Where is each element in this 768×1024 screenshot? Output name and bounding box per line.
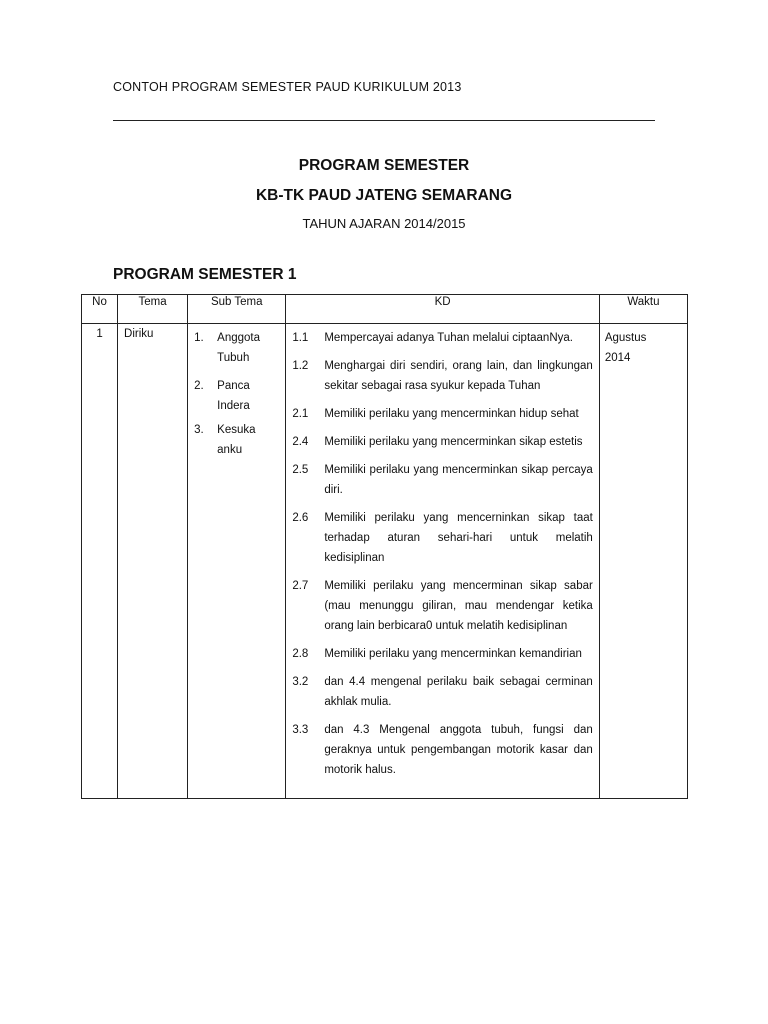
list-item — [292, 720, 593, 780]
document-title: PROGRAM SEMESTER — [298, 157, 470, 174]
waktu-year: 2014 — [604, 352, 631, 364]
row-sub-tema — [188, 324, 286, 799]
sub-tema-line: Kesuka — [217, 424, 256, 436]
kd-number: 2.7 — [292, 580, 309, 592]
academic-year: TAHUN AJARAN 2014/2015 — [302, 216, 466, 231]
sub-tema-text — [217, 420, 255, 460]
list-item — [194, 376, 281, 416]
sub-tema-number: 3. — [194, 424, 204, 436]
table-row — [82, 324, 688, 799]
document-subtitle: KB-TK PAUD JATENG SEMARANG — [255, 187, 513, 204]
kd-number: 2.6 — [292, 512, 309, 524]
row-tema: Diriku — [118, 324, 188, 799]
list-item — [292, 576, 593, 636]
list-item — [292, 644, 593, 664]
list-item — [292, 404, 593, 424]
kd-number: 1.1 — [292, 332, 309, 344]
section-heading: PROGRAM SEMESTER 1 — [113, 266, 297, 283]
sub-tema-line: Anggota — [217, 332, 261, 344]
kd-text: Memiliki perilaku yang mencerninkan sikap taat terhadap aturan sehari-hari untuk melatih kedisiplinan — [324, 512, 593, 564]
sub-tema-list — [188, 324, 285, 460]
list-item — [292, 356, 593, 396]
kd-number: 3.2 — [292, 676, 309, 688]
document-header: CONTOH PROGRAM SEMESTER PAUD KURIKULUM 2013 — [113, 80, 462, 94]
list-item — [292, 328, 593, 348]
kd-text: dan 4.3 Mengenal anggota tubuh, fungsi dan geraknya untuk pengembangan motorik kasar dan motorik halus. — [324, 724, 593, 776]
kd-number: 2.1 — [292, 408, 309, 420]
sub-tema-text — [217, 376, 250, 416]
sub-tema-line: anku — [217, 444, 243, 456]
table-header-row — [82, 295, 688, 324]
header-tema: Tema — [118, 295, 188, 324]
list-item — [292, 432, 593, 452]
row-waktu — [599, 324, 687, 799]
header-sub-tema: Sub Tema — [188, 295, 286, 324]
list-item — [194, 420, 281, 460]
list-item — [292, 508, 593, 568]
program-table — [81, 294, 688, 799]
list-item — [292, 672, 593, 712]
kd-text: Memiliki perilaku yang mencerminan sikap sabar (mau menunggu giliran, mau mendengar ketika orang lain berbicara0 untuk melatih kedisiplinan — [324, 580, 593, 632]
kd-number: 2.8 — [292, 648, 309, 660]
sub-tema-line: Indera — [217, 400, 250, 412]
kd-text: Menghargai diri sendiri, orang lain, dan lingkungan sekitar sebagai rasa syukur kepada Tuhan — [324, 360, 593, 392]
sub-tema-number: 2. — [194, 380, 204, 392]
kd-text: Mempercayai adanya Tuhan melalui ciptaanNya. — [324, 332, 573, 344]
kd-list — [286, 324, 599, 798]
sub-tema-line: Tubuh — [217, 352, 250, 364]
row-kd — [286, 324, 600, 799]
list-item — [292, 460, 593, 500]
kd-number: 2.4 — [292, 436, 309, 448]
kd-text: Memiliki perilaku yang mencerminkan sikap percaya diri. — [324, 464, 593, 496]
header-kd: KD — [286, 295, 600, 324]
list-item — [194, 328, 281, 368]
kd-number: 3.3 — [292, 724, 309, 736]
sub-tema-line: Panca — [217, 380, 250, 392]
kd-text: Memiliki perilaku yang mencerminkan hidup sehat — [324, 408, 579, 420]
sub-tema-text — [217, 328, 260, 368]
header-no: No — [82, 295, 118, 324]
row-no: 1 — [82, 324, 118, 799]
kd-text: Memiliki perilaku yang mencerminkan kemandirian — [324, 648, 582, 660]
sub-tema-number: 1. — [194, 332, 204, 344]
header-divider — [113, 120, 655, 121]
kd-text: dan 4.4 mengenal perilaku baik sebagai cerminan akhlak mulia. — [324, 676, 593, 708]
kd-number: 2.5 — [292, 464, 309, 476]
kd-number: 1.2 — [292, 360, 309, 372]
waktu-month: Agustus — [604, 332, 647, 344]
header-waktu: Waktu — [599, 295, 687, 324]
kd-text: Memiliki perilaku yang mencerminkan sikap estetis — [324, 436, 583, 448]
